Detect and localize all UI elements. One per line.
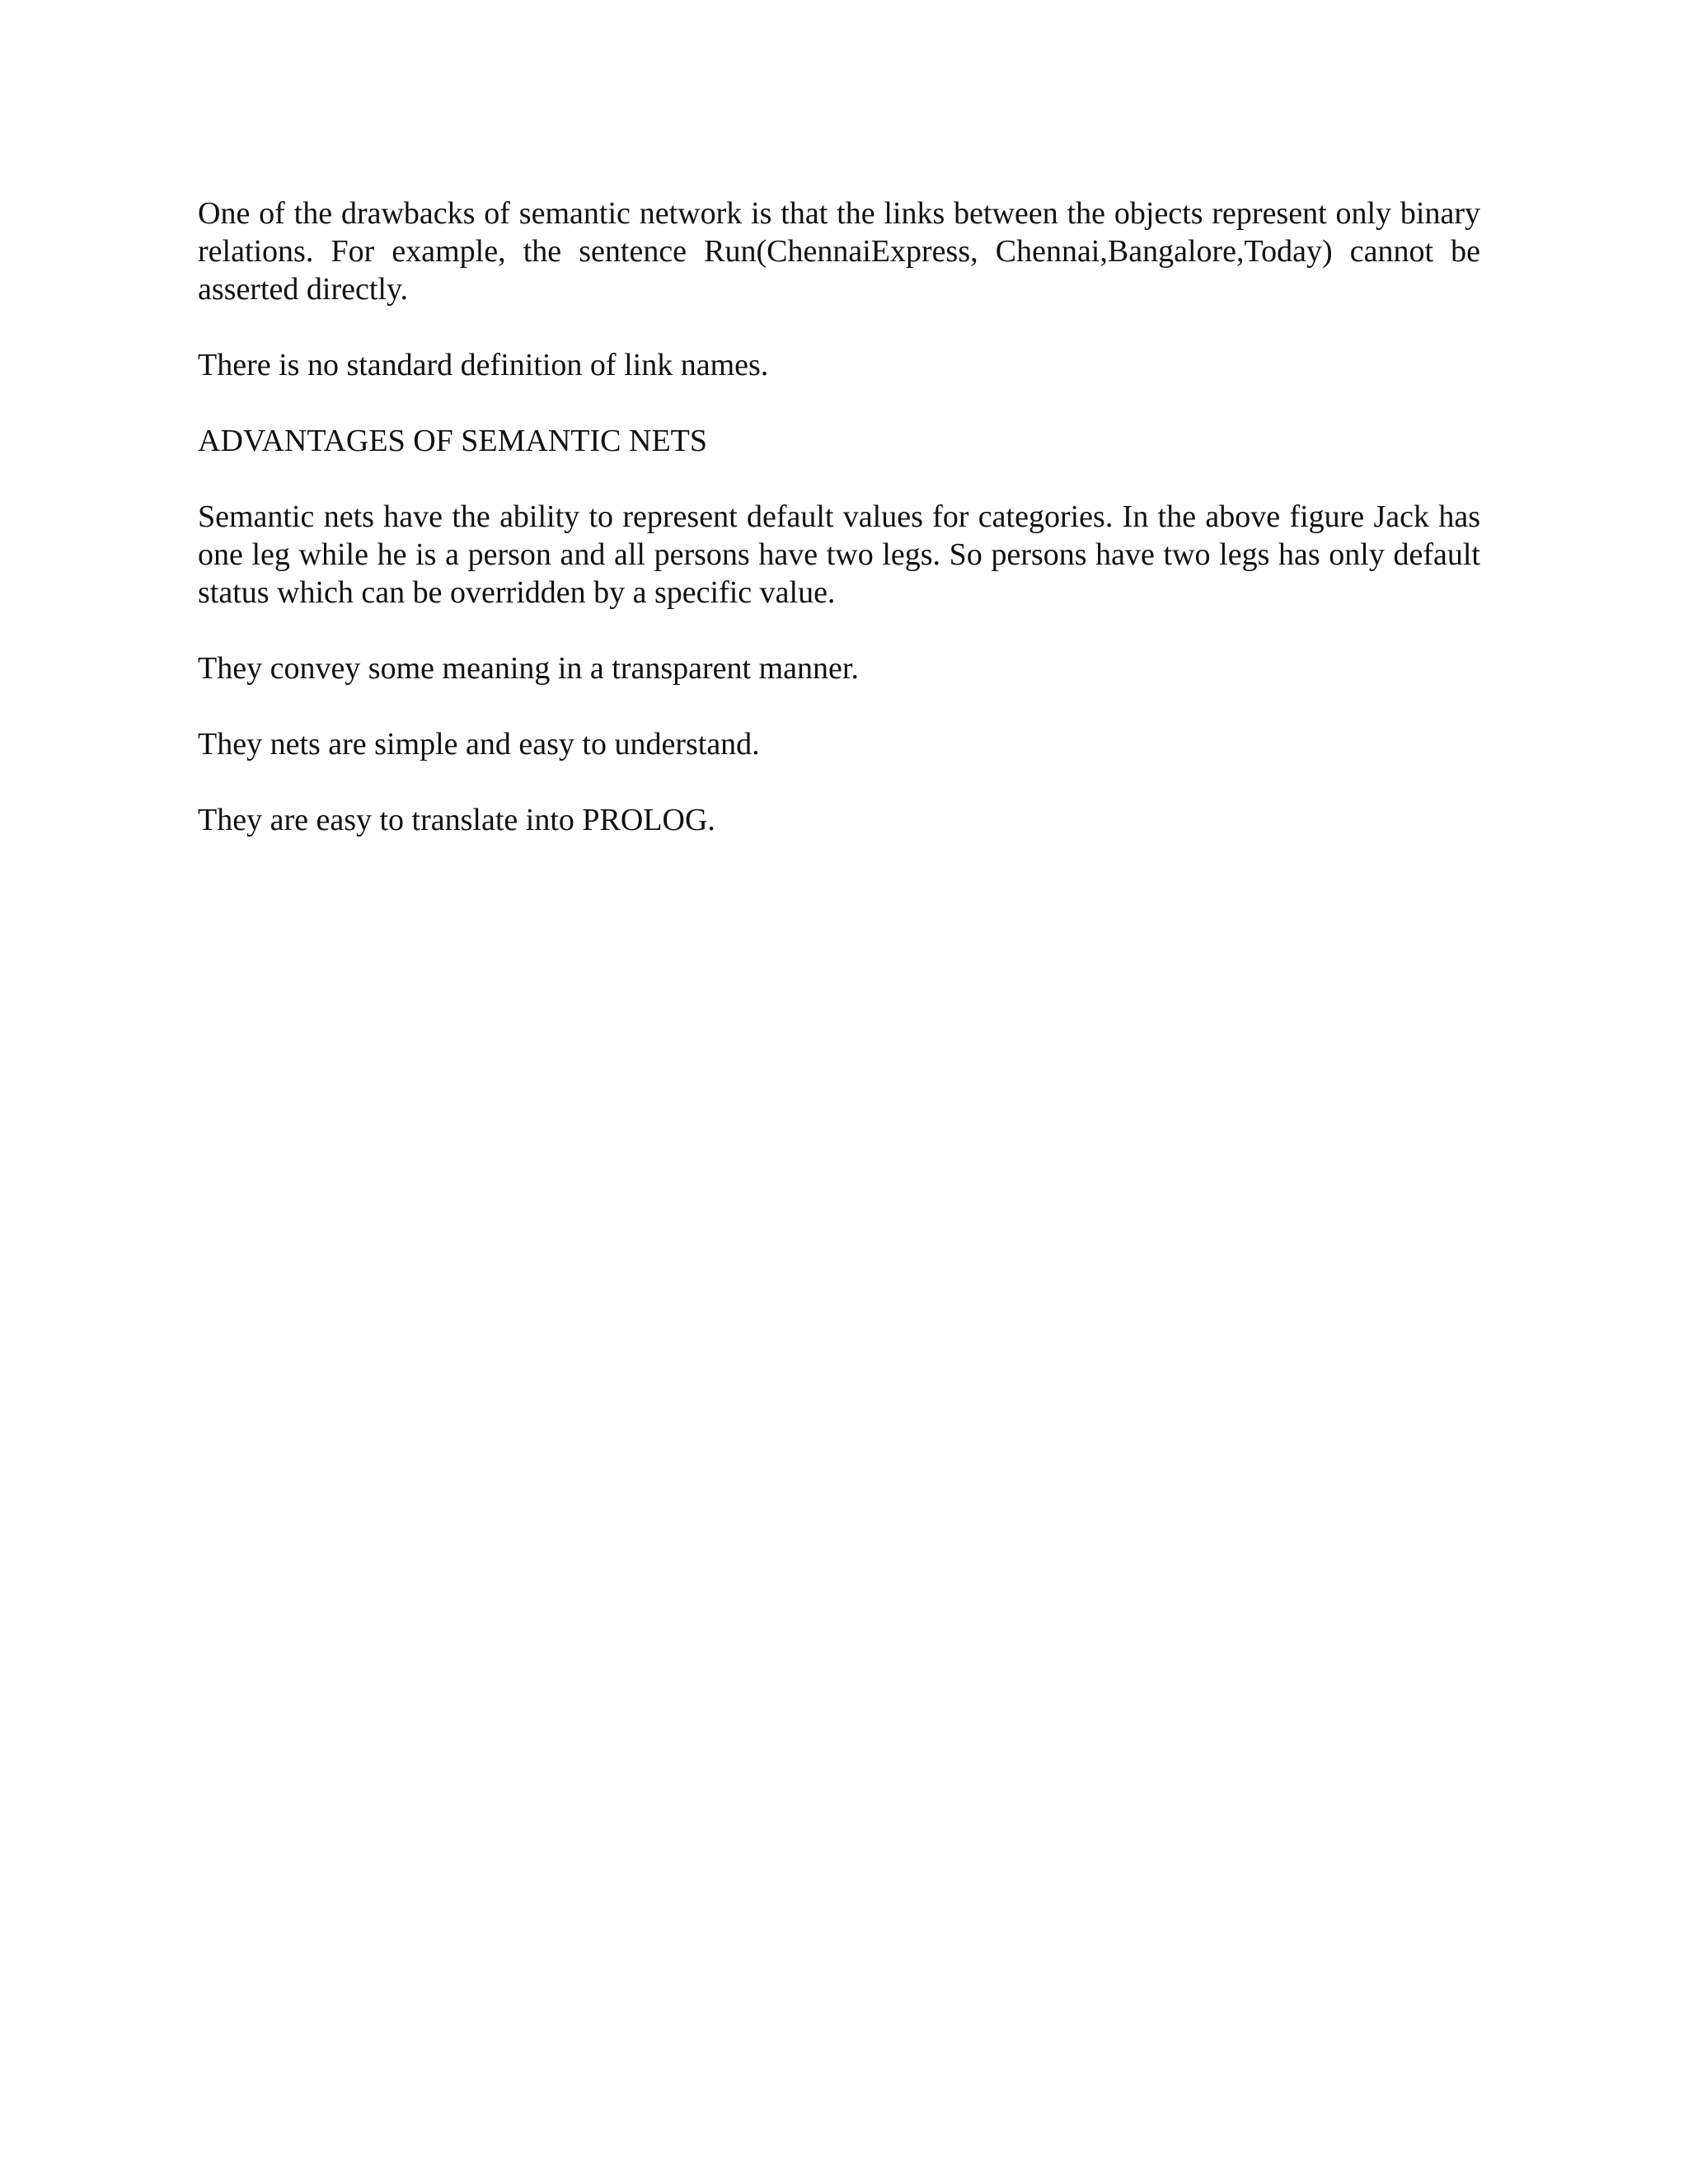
paragraph-transparent-meaning: They convey some meaning in a transparent manner. [198,651,859,686]
document-body [198,194,1480,877]
section-heading-advantages: ADVANTAGES OF SEMANTIC NETS [198,424,708,458]
paragraph-drawbacks: One of the drawbacks of semantic network is that the links between the objects represent only binary relations. For example, the sentence Run(ChennaiExpress, Chennai,Bangalore,Today) cannot be asserted directly. [198,196,1480,307]
paragraph-simple: They nets are simple and easy to understand. [198,727,760,762]
paragraph-default-values: Semantic nets have the ability to represent default values for categories. In the above figure Jack has one leg while he is a person and all persons have two legs. So persons have two legs has only default status which can be overridden by a specific value. [198,499,1480,610]
paragraph-link-names: There is no standard definition of link names. [198,348,769,382]
paragraph-prolog: They are easy to translate into PROLOG. [198,803,715,837]
